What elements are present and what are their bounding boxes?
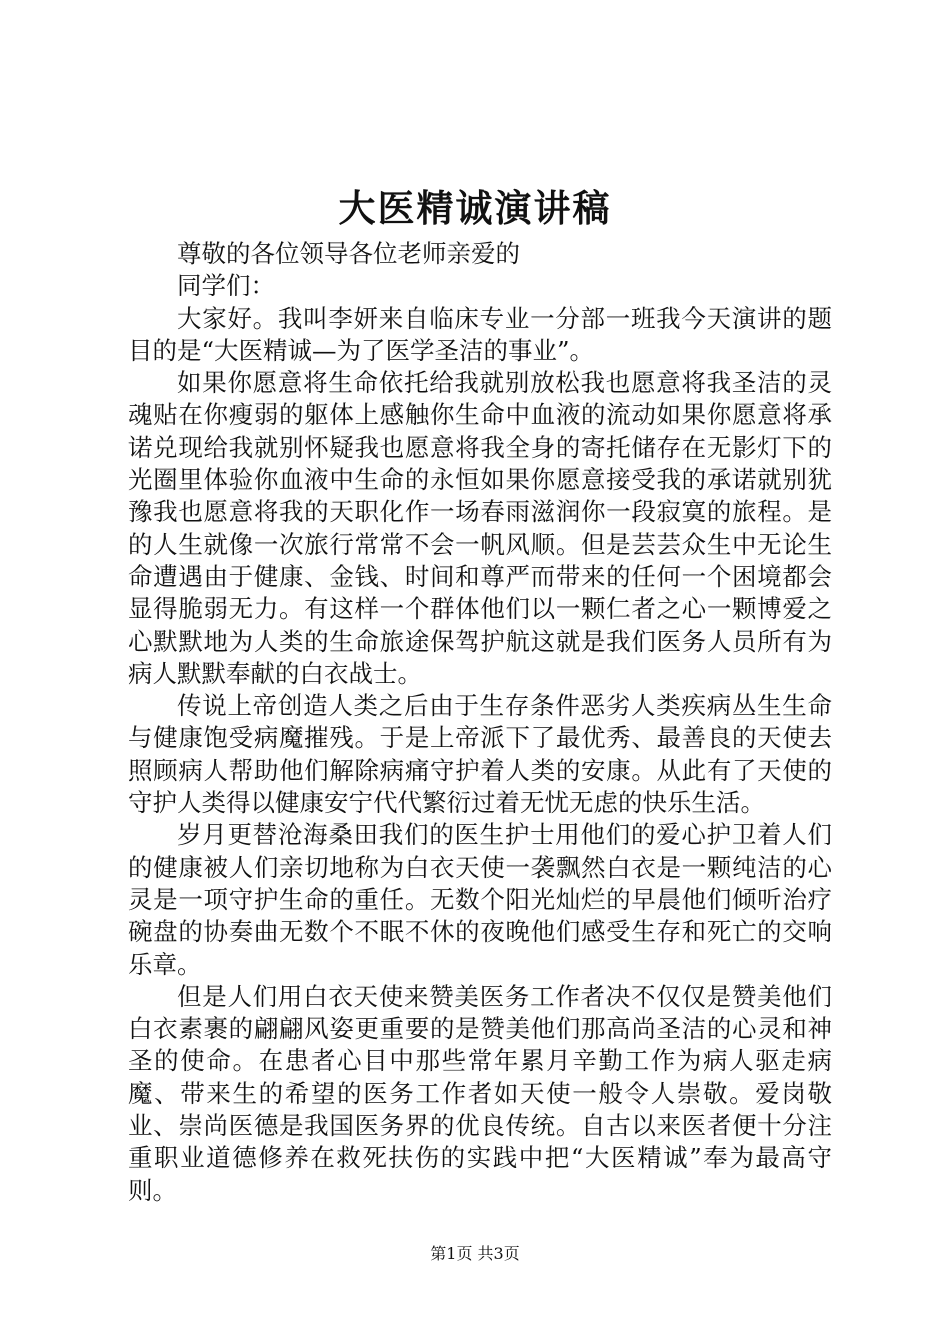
paragraph-salutation-1: 尊敬的各位领导各位老师亲爱的: [177, 239, 520, 268]
page-number-footer: 第1页 共3页: [430, 1244, 520, 1263]
document-body: [128, 238, 832, 1207]
paragraph-body-4: 但是人们用白衣天使来赞美医务工作者决不仅仅是赞美他们白衣素裹的翩翩风姿更重要的是赞美他们那高尚圣洁的心灵和神圣的使命。在患者心目中那些常年累月辛勤工作为病人驱走病魔、带来生的希望的医务工作者如天使一般令人崇敬。爱岗敬业、崇尚医德是我国医务界的优良传统。自古以来医者便十分注重职业道德修养在救死扶伤的实践中把“大医精诚”奉为最高守则。: [128, 981, 832, 1205]
paragraph-body-3: 岁月更替沧海桑田我们的医生护士用他们的爱心护卫着人们的健康被人们亲切地称为白衣天使一袭飘然白衣是一颗纯洁的心灵是一项守护生命的重任。无数个阳光灿烂的早晨他们倾听治疗碗盘的协奏曲无数个不眠不休的夜晚他们感受生存和死亡的交响乐章。: [128, 820, 832, 979]
paragraph-intro: 大家好。我叫李妍来自临床专业一分部一班我今天演讲的题目的是“大医精诚—为了医学圣洁的事业”。: [128, 303, 832, 365]
paragraph-body-2: 传说上帝创造人类之后由于生存条件恶劣人类疾病丛生生命与健康饱受病魔摧残。于是上帝派下了最优秀、最善良的天使去照顾病人帮助他们解除病痛守护着人类的安康。从此有了天使的守护人类得以健康安宁代代繁衍过着无忧无虑的快乐生活。: [128, 691, 832, 818]
document-title: 大医精诚演讲稿: [338, 186, 612, 230]
paragraph-salutation-2: 同学们：: [177, 271, 275, 301]
paragraph-body-1: 如果你愿意将生命依托给我就别放松我也愿意将我圣洁的灵魂贴在你瘦弱的躯体上感触你生命中血液的流动如果你愿意将承诺兑现给我就别怀疑我也愿意将我全身的寄托储存在无影灯下的光圈里体验你血液中生命的永恒如果你愿意接受我的承诺就别犹豫我也愿意将我的天职化作一场春雨滋润你一段寂寞的旅程。是的人生就像一次旅行常常不会一帆风顺。但是芸芸众生中无论生命遭遇由于健康、金钱、时间和尊严而带来的任何一个困境都会显得脆弱无力。有这样一个群体他们以一颗仁者之心一颗博爱之心默默地为人类的生命旅途保驾护航这就是我们医务人员所有为病人默默奉献的白衣战士。: [128, 368, 832, 688]
